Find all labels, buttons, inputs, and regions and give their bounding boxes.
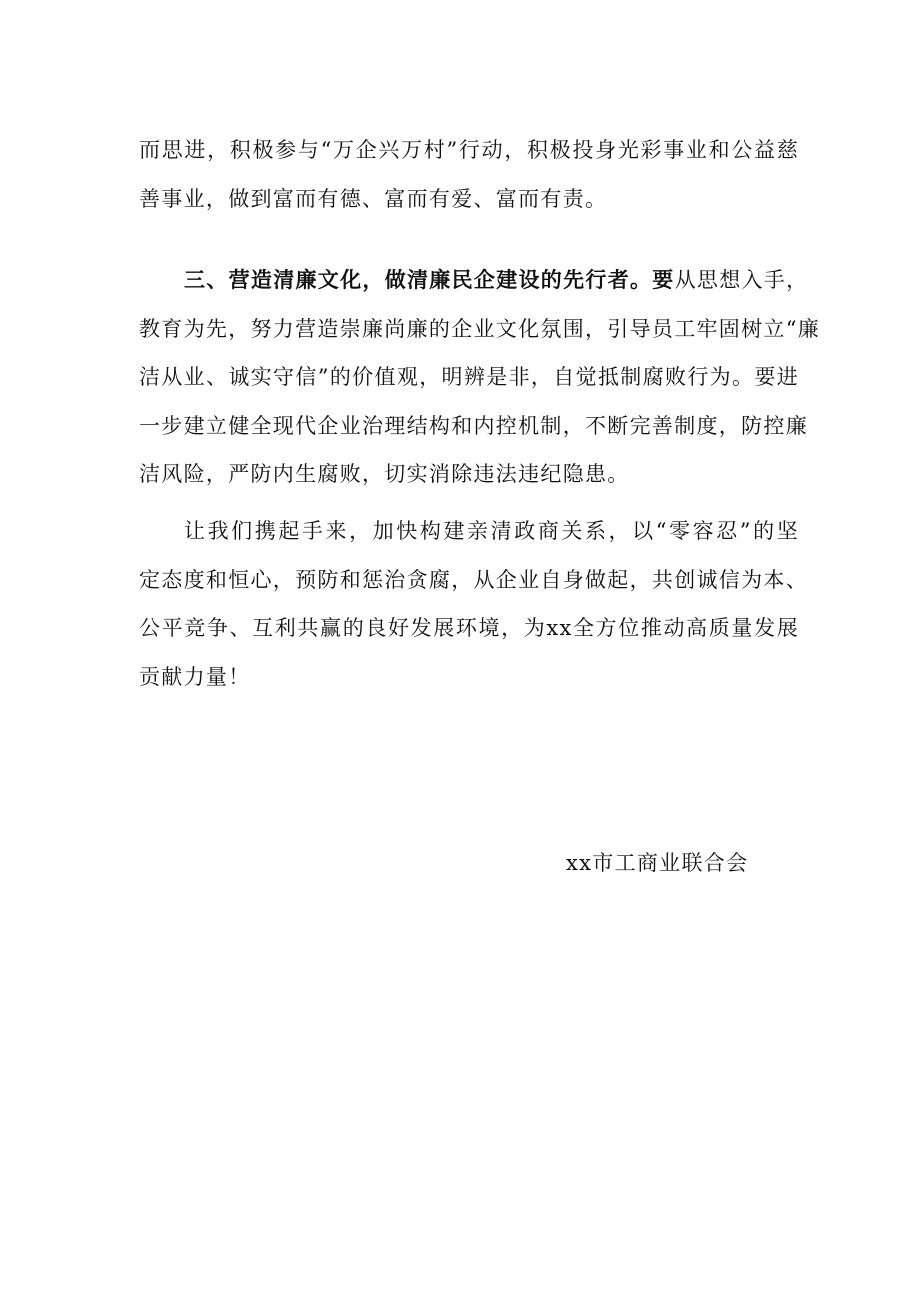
text-fragment: 从思想入手，: [674, 268, 809, 292]
text-line: 贡献力量！: [139, 664, 251, 689]
paragraph-section-three: [139, 256, 821, 499]
text-line: 教育为先，努力营造崇廉尚廉的企业文化氛围，引导员工牢固树立“廉: [139, 316, 821, 341]
text-line: 洁风险，严防内生腐败，切实消除违法违纪隐患。: [139, 462, 630, 486]
signature-organization: xx市工商业联合会: [566, 851, 749, 875]
text-line: 公平竞争、互利共赢的良好发展环境，为xx全方位推动高质量发展: [139, 616, 799, 640]
paragraph-closing: [139, 507, 808, 701]
text-line: 善事业，做到富而有德、富而有爱、富而有责。: [139, 186, 608, 211]
text-line: 洁从业、诚实守信”的价值观，明辨是非，自觉抵制腐败行为。要进: [139, 365, 799, 389]
text-line-with-heading: [139, 256, 809, 305]
text-line: 定态度和恒心，预防和惩治贪腐，从企业自身做起，共创诚信为本、: [139, 567, 808, 592]
text-line: 一步建立健全现代企业治理结构和内控机制，不断完善制度，防控廉: [139, 413, 808, 438]
text-line: 让我们携起手来，加快构建亲清政商关系，以“零容忍”的坚: [184, 519, 799, 543]
paragraph-continuation: [139, 126, 799, 223]
text-line: 而思进，积极参与“万企兴万村”行动，积极投身光彩事业和公益慈: [139, 138, 799, 162]
section-heading: 三、营造清廉文化，做清廉民企建设的先行者。要: [184, 267, 675, 292]
